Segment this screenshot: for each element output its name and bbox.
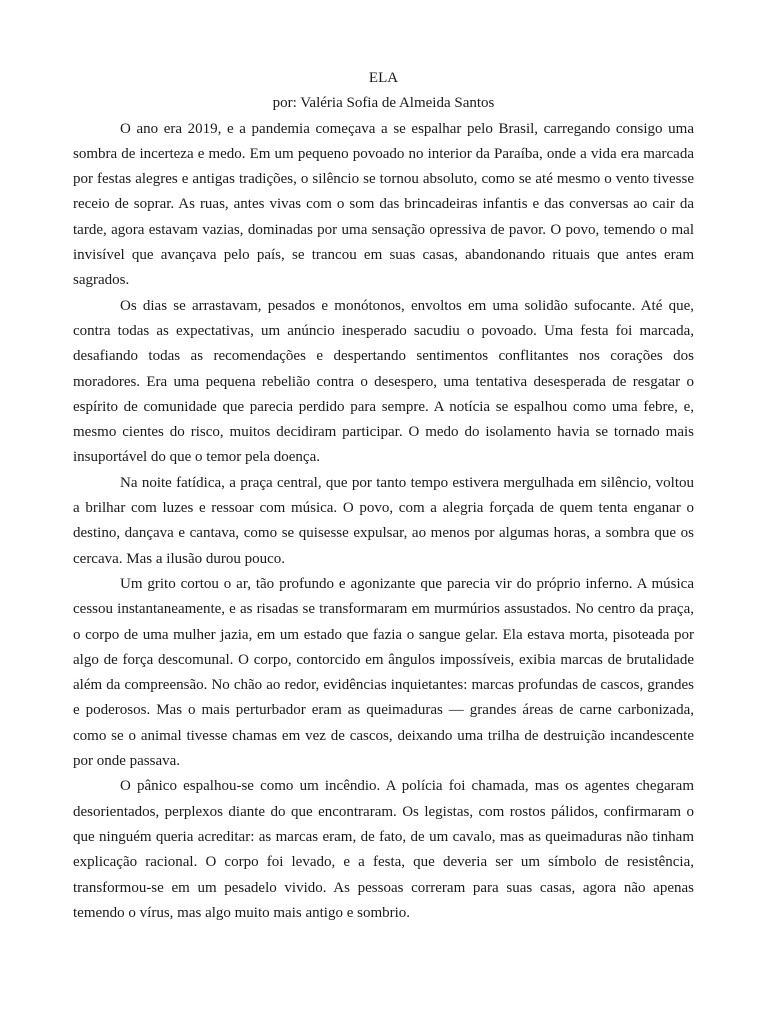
document-page (73, 66, 694, 926)
document-author: por: Valéria Sofia de Almeida Santos (272, 95, 495, 112)
paragraph-4: Um grito cortou o ar, tão profundo e agonizante que parecia vir do próprio inferno. A música cessou instantaneamente, e as risadas se transformaram em murmúrios assustados. No centro da praça, o corpo de uma mulher jazia, em um estado que fazia o sangue gelar. Ela estava morta, pisoteada por algo de força descomunal. O corpo, contorcido em ângulos impossíveis, exibia marcas de brutalidade além da compreensão. No chão ao redor, evidências inquietantes: marcas profundas de cascos, grandes e poderosos. Mas o mais perturbador eram as queimaduras — grandes áreas de carne carbonizada, como se o animal tivesse chamas em vez de cascos, deixando uma trilha de destruição incandescente por onde passava. (73, 575, 694, 770)
paragraph-2: Os dias se arrastavam, pesados e monótonos, envoltos em uma solidão sufocante. Até que, contra todas as expectativas, um anúncio inesperado sacudiu o povoado. Uma festa foi marcada, desafiando todas as recomendações e despertando sentimentos conflitantes nos corações dos moradores. Era uma pequena rebelião contra o desespero, uma tentativa desesperada de resgatar o espírito de comunidade que parecia perdido para sempre. A notícia se espalhou como uma febre, e, mesmo cientes do risco, muitos decidiram participar. O medo do isolamento havia se tornado mais insuportável do que o temor pela doença. (73, 297, 694, 466)
paragraph-1: O ano era 2019, e a pandemia começava a se espalhar pelo Brasil, carregando consigo uma sombra de incerteza e medo. Em um pequeno povoado no interior da Paraíba, onde a vida era marcada por festas alegres e antigas tradições, o silêncio se tornou absoluto, como se até mesmo o vento tivesse receio de soprar. As ruas, antes vivas com o som das brincadeiras infantis e das conversas ao cair da tarde, agora estavam vazias, dominadas por uma sensação opressiva de pavor. O povo, temendo o mal invisível que avançava pelo país, se trancou em suas casas, abandonando rituais que antes eram sagrados. (73, 120, 694, 289)
paragraph-3: Na noite fatídica, a praça central, que por tanto tempo estivera mergulhada em silêncio, voltou a brilhar com luzes e ressoar com música. O povo, com a alegria forçada de quem tenta enganar o destino, dançava e cantava, como se quisesse expulsar, ao menos por algumas horas, a sombra que os cercava. Mas a ilusão durou pouco. (73, 474, 694, 567)
document-title: ELA (368, 70, 399, 86)
paragraph-5: O pânico espalhou-se como um incêndio. A polícia foi chamada, mas os agentes chegaram desorientados, perplexos diante do que encontraram. Os legistas, com rostos pálidos, confirmaram o que ninguém queria acreditar: as marcas eram, de fato, de um cavalo, mas as queimaduras não tinham explicação racional. O corpo foi levado, e a festa, que deveria ser um símbolo de resistência, transformou-se em um pesadelo vivido. As pessoas correram para suas casas, agora não apenas temendo o vírus, mas algo muito mais antigo e sombrio. (73, 778, 694, 921)
